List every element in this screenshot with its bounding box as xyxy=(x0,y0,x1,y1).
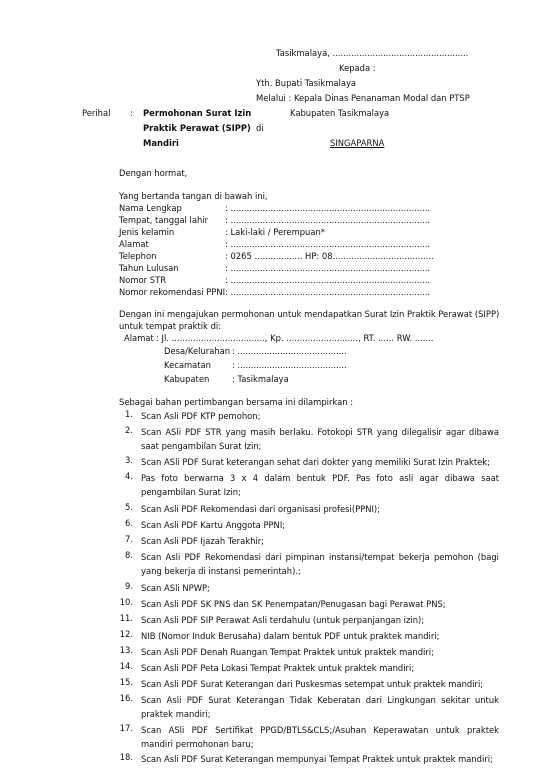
recipient-melalui: Melalui : Kepala Dinas Penanaman Modal dan PTSP xyxy=(256,93,470,103)
field-value: : Laki-laki / Perempuan* xyxy=(225,227,325,237)
field-value: : ........................................................................... xyxy=(225,287,431,297)
list-number: 18. xyxy=(119,752,133,762)
list-item-text: Scan Asli PDF Rekomendasi dari organisasi profesi(PPNI); xyxy=(141,504,381,514)
field-label: Nama Lengkap xyxy=(119,203,182,213)
address-row-label: Kecamatan xyxy=(164,360,211,370)
field-value: : ........................................................................... xyxy=(225,263,431,273)
field-value: : ........................................................................... xyxy=(225,215,431,225)
list-item-text: Scan Asli PDF Surat Keterangan mempunyai Tempat Praktek untuk praktek mandiri; xyxy=(141,754,493,764)
address-row-label: Desa/Kelurahan xyxy=(164,346,231,356)
address-row-label: Kabupaten xyxy=(164,374,210,384)
list-item-text: Scan Asli PDF Kartu Anggota PPNI; xyxy=(141,520,286,530)
address-row-value: : Tasikmalaya xyxy=(232,374,289,384)
recipient-city: SINGAPARNA xyxy=(330,138,385,148)
list-item-text: Scan Asli PDF Denah Ruangan Tempat Praktek untuk praktek mandiri; xyxy=(141,647,434,657)
list-item-text: Scan Asli PDF Peta Lokasi Tempat Praktek untuk praktek mandiri; xyxy=(141,663,415,673)
field-value: : ........................................................................... xyxy=(225,203,431,213)
perihal-line-2: Praktik Perawat (SIPP) xyxy=(143,123,251,133)
list-item-text: Scan Asli PDF Surat Keterangan dari Puskesmas setempat untuk praktek mandiri; xyxy=(141,679,484,689)
field-label: Tempat, tanggal lahir xyxy=(119,215,209,225)
list-item-text: Scan ASli PDF Surat keterangan sehat dari dokter yang memiliki Surat Izin Praktek; xyxy=(141,457,490,467)
place-date: Tasikmalaya, ................................................... xyxy=(276,48,469,58)
field-label: Nomor STR xyxy=(119,275,167,285)
list-number: 6. xyxy=(125,518,133,528)
address-row-value: : ......................................... xyxy=(232,346,347,356)
list-number: 3. xyxy=(125,455,133,465)
list-number: 2. xyxy=(125,425,133,435)
address-street: : Jl. ..................................., Kp. ..........................., RT. ...... RW. ....... xyxy=(156,333,434,343)
list-item-text: Scan Asli PDF Ijazah Terakhir; xyxy=(141,536,265,546)
request-line-1: Dengan ini mengajukan permohonan untuk mendapatkan Surat Izin Praktik Perawat (SIPP) xyxy=(119,309,500,319)
list-number: 5. xyxy=(125,502,133,512)
list-item-text: Scan ASli PDF Sertifikat PPGD/BTLS&CLS;/Asuhan Keperawatan untuk praktek mandiri permohonan baru; xyxy=(141,725,499,749)
list-item-text: Scan ASli PDF STR yang masih berlaku. Fotokopi STR yang dilegalisir agar dibawa saat pengambilan Surat Izin; xyxy=(141,427,499,451)
list-item-text: Scan Asli PDF Rekomendasi dari pimpinan instansi/tempat bekerja pemohon (bagi yang bekerja di instansi pemerintah).; xyxy=(141,552,499,576)
field-label: Jenis kelamin xyxy=(119,227,175,237)
field-label: Tahun Lulusan xyxy=(119,263,179,273)
recipient-di: di xyxy=(256,123,264,133)
list-number: 11. xyxy=(119,613,133,623)
list-item-text: NIB (Nomor Induk Berusaha) dalam bentuk PDF untuk praktek mandiri; xyxy=(141,631,440,641)
perihal-colon: : xyxy=(130,108,133,118)
perihal-line-3: Mandiri xyxy=(143,138,179,148)
list-item-text: Scan Asli PDF SIP Perawat Asli terdahulu (untuk perpanjangan izin); xyxy=(141,615,425,625)
list-number: 9. xyxy=(125,581,133,591)
field-value: : ........................................................................... xyxy=(225,275,431,285)
recipient-yth: Yth. Bupati Tasikmalaya xyxy=(256,78,357,88)
list-number: 12. xyxy=(119,629,133,639)
field-value: : ........................................................................... xyxy=(225,239,431,249)
address-label: Alamat xyxy=(124,333,154,343)
list-number: 13. xyxy=(119,645,133,655)
recipient-kabupaten: Kabupaten Tasikmalaya xyxy=(290,108,390,118)
perihal-label: Perihal xyxy=(82,108,111,118)
recipient-kepada: Kepada : xyxy=(339,63,376,73)
list-number: 15. xyxy=(119,677,133,687)
list-item-text: Pas foto berwarna 3 x 4 dalam bentuk PDF. Pas foto asli agar dibawa saat pengambilan Surat Izin; xyxy=(141,473,499,497)
address-row-value: : ......................................... xyxy=(232,360,347,370)
list-number: 7. xyxy=(125,534,133,544)
list-item-text: Scan Asli PDF SK PNS dan SK Penempatan/Penugasan bagi Perawat PNS; xyxy=(141,599,446,609)
list-item-text: Scan Asli PDF Surat Keterangan Tidak Keberatan dari Lingkungan sekitar untuk praktek mandiri; xyxy=(141,695,499,719)
attachments-intro: Sebagai bahan pertimbangan bersama ini dilampirkan : xyxy=(119,397,354,407)
list-number: 8. xyxy=(125,550,133,560)
list-number: 16. xyxy=(119,693,133,703)
perihal-line-1: Permohonan Surat Izin xyxy=(143,108,252,118)
list-number: 17. xyxy=(119,723,133,733)
list-number: 14. xyxy=(119,661,133,671)
list-item-text: Scan ASli NPWP; xyxy=(141,583,210,593)
list-number: 1. xyxy=(125,409,133,419)
field-label: Nomor rekomendasi PPNI xyxy=(119,287,226,297)
list-item-text: Scan Asli PDF KTP pemohon; xyxy=(141,411,261,421)
list-number: 10. xyxy=(119,597,133,607)
field-label: Alamat xyxy=(119,239,149,249)
request-line-2: untuk tempat praktik di: xyxy=(119,321,222,331)
field-label: Telephon xyxy=(119,251,157,261)
intro-text: Yang bertanda tangan di bawah ini, xyxy=(119,191,268,201)
field-value: : 0265 .................. HP: 08...................................... xyxy=(225,251,434,261)
greeting: Dengan hormat, xyxy=(119,168,188,178)
list-number: 4. xyxy=(125,471,133,481)
